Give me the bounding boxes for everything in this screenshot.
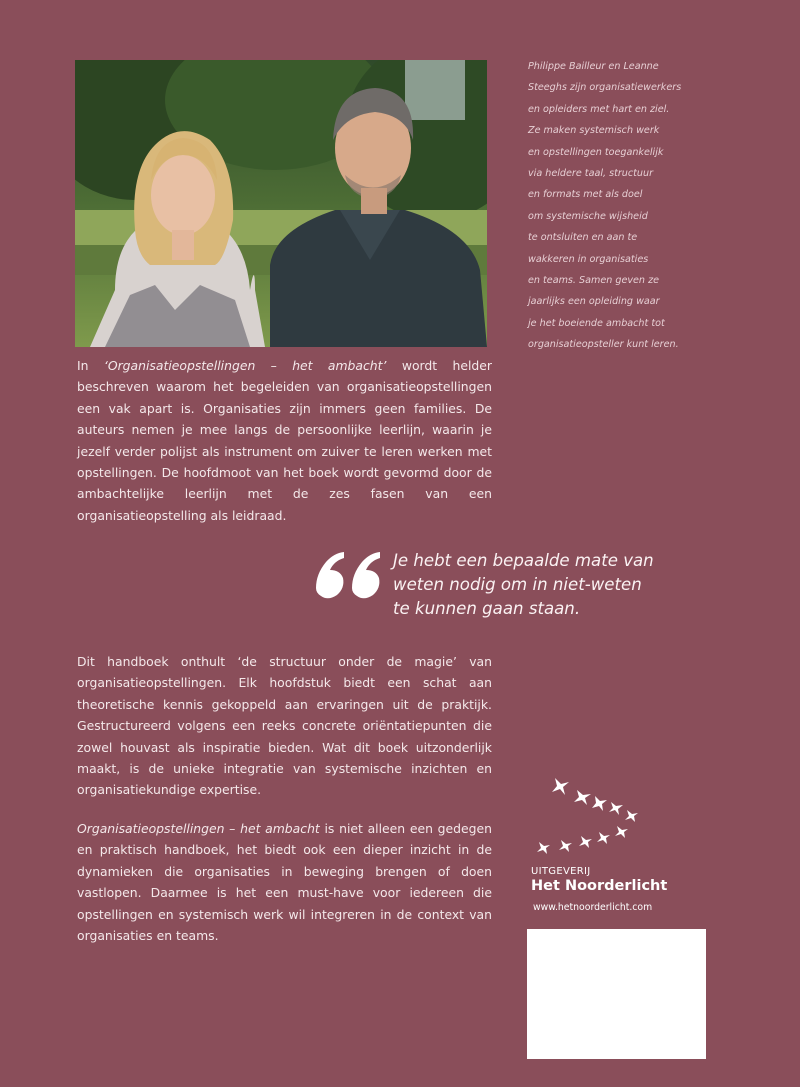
quote-line: weten nodig om in niet-weten [393, 575, 642, 594]
publisher-logo [525, 770, 685, 920]
bio-line: Ze maken systemisch werk [528, 125, 660, 137]
bio-line: jaarlijks een opleiding waar [528, 296, 660, 308]
bio-line: je het boeiende ambacht tot [528, 317, 665, 329]
publisher-prefix: UITGEVERIJ [531, 866, 591, 877]
barcode-area [527, 929, 706, 1059]
bio-line: en formats met als doel [528, 189, 643, 201]
body3-text: is niet alleen een gedegen en praktisch handboek, het biedt ook een dieper inzicht in de dynamieken die organisaties in beweging brengen of doen vastlopen. Daarmee is het een must-have voor iedereen die opstellingen en systemisch werk wil integreren in de context van organisaties en teams. [77, 821, 492, 944]
intro-lead: In [77, 358, 104, 373]
bio-line: Steeghs zijn organisatiewerkers [528, 82, 682, 94]
publisher-url: www.hetnoorderlicht.com [533, 902, 653, 913]
intro-book-title: ‘Organisatieopstellingen – het ambacht’ [103, 358, 387, 373]
bio-line: organisatieopsteller kunt leren. [528, 339, 679, 351]
intro-paragraph [77, 355, 492, 526]
bio-line: te ontsluiten en aan te [528, 232, 638, 244]
bio-line: om systemische wijsheid [528, 210, 648, 222]
bio-line: Philippe Bailleur en Leanne [528, 61, 659, 72]
author-photo-image [75, 60, 487, 347]
bio-line: en opleiders met hart en ziel. [528, 103, 670, 115]
publisher-name: Het Noorderlicht [531, 878, 668, 894]
bio-line: via heldere taal, structuur [528, 168, 654, 180]
bio-line: en teams. Samen geven ze [528, 275, 660, 287]
author-bio [528, 56, 728, 356]
intro-text: wordt helder beschreven waarom het begeleiden van organisatieopstellingen een vak apart is. Organisaties zijn immers geen families. De auteurs nemen je mee langs de persoonlijke leerlijn, waarin je jezelf verder polijst als instrument om zuiver te leren werken met opstellingen. De hoofdmoot van het boek wordt gevormd door de ambachtelijke leerlijn met de zes fasen van een organisatieopstelling als leidraad. [77, 358, 492, 523]
body-paragraph-3 [77, 818, 492, 946]
pull-quote [393, 549, 693, 621]
body-paragraph-2: Dit handboek onthult ‘de structuur onder de magie’ van organisatieopstellingen. Elk hoofdstuk biedt een schat aan theoretische kennis gekoppeld aan ervaringen uit de praktijk. Gestructureerd volgens een reeks concrete oriëntatiepunten die zowel houvast als inspiratie bieden. Wat dit boek uitzonderlijk maakt, is de unieke integratie van systemische inzichten en organisatiekundige expertise. [77, 654, 492, 798]
bio-line: wakkeren in organisaties [528, 253, 649, 265]
bio-line: en opstellingen toegankelijk [528, 146, 664, 158]
birds-icon [525, 770, 665, 866]
quote-line: te kunnen gaan staan. [393, 599, 581, 618]
author-photo [75, 60, 487, 347]
quote-mark-icon [312, 548, 384, 602]
body3-book-title: Organisatieopstellingen – het ambacht [77, 821, 320, 836]
quote-line: Je hebt een bepaalde mate van [393, 551, 654, 570]
